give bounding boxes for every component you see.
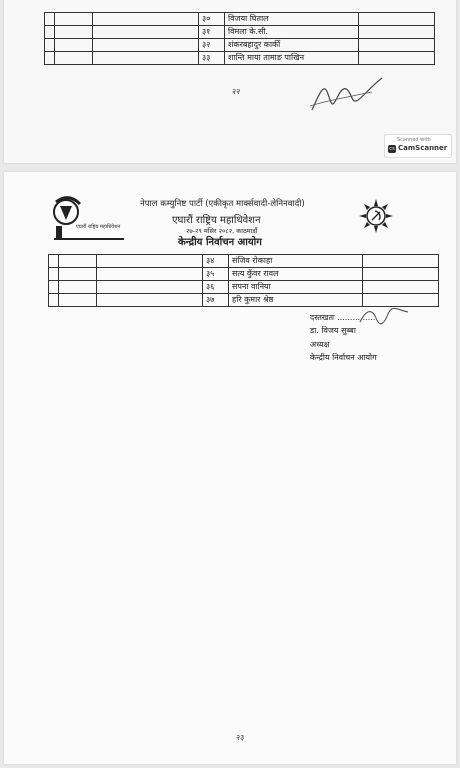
candidate-name: हरि कुमार श्रेष्ठ (229, 294, 363, 307)
camscanner-name: CamScanner (398, 144, 448, 152)
convention-dates: २७-२९ मंसिर २०८२, काठमाडौं (186, 227, 258, 235)
empty-cell (363, 281, 439, 294)
signer-name: डा. विजय सुब्बा (310, 326, 356, 335)
candidate-table-page-2 (48, 254, 439, 307)
candidate-table-page-1 (44, 12, 435, 65)
empty-cell (97, 268, 203, 281)
row-number: ३४ (203, 255, 229, 268)
signer-body: केन्द्रीय निर्वाचन आयोग (310, 353, 377, 362)
empty-cell (55, 26, 93, 39)
logo-caption: एघारौं राष्ट्रिय महाधिवेशन (76, 224, 121, 230)
signature-label: दस्तखतः ............... (310, 313, 376, 322)
empty-cell (359, 26, 435, 39)
empty-cell (97, 294, 203, 307)
empty-cell (45, 52, 55, 65)
table-row (45, 26, 435, 39)
party-name: नेपाल कम्युनिष्ट पार्टी (एकीकृत मार्क्सवादी-लेनिनवादी) (140, 199, 305, 209)
row-number: ३७ (203, 294, 229, 307)
empty-cell (59, 268, 97, 281)
signature-mark (354, 304, 414, 328)
candidate-name: संजिव रोकाहा (229, 255, 363, 268)
empty-cell (55, 52, 93, 65)
candidate-name: सत्य कुँवर रावल (229, 268, 363, 281)
empty-cell (49, 268, 59, 281)
empty-cell (97, 281, 203, 294)
table-row (49, 281, 439, 294)
empty-cell (359, 13, 435, 26)
table-row (45, 13, 435, 26)
document-page-2 (4, 172, 456, 764)
empty-cell (45, 13, 55, 26)
empty-cell (93, 13, 199, 26)
table-row (49, 255, 439, 268)
scanned-with-text: Scanned with (397, 137, 431, 143)
empty-cell (359, 39, 435, 52)
empty-cell (49, 281, 59, 294)
signer-role: अध्यक्ष (310, 340, 330, 349)
row-number: ३१ (199, 26, 225, 39)
empty-cell (93, 52, 199, 65)
party-emblem-right (358, 198, 394, 234)
row-number: ३६ (203, 281, 229, 294)
candidate-name: विजया घिताल (225, 13, 359, 26)
empty-cell (45, 26, 55, 39)
table-row (45, 52, 435, 65)
signature-scribble (302, 72, 392, 114)
empty-cell (45, 39, 55, 52)
convention-title: एघारौं राष्ट्रिय महाधिवेशन (172, 215, 261, 226)
row-number: ३० (199, 13, 225, 26)
empty-cell (363, 268, 439, 281)
empty-cell (93, 26, 199, 39)
candidate-name: विमला के.सी. (225, 26, 359, 39)
empty-cell (59, 294, 97, 307)
commission-title: केन्द्रीय निर्वाचन आयोग (178, 237, 262, 248)
document-page-1 (4, 0, 456, 163)
row-number: ३३ (199, 52, 225, 65)
empty-cell (49, 255, 59, 268)
row-number: ३५ (203, 268, 229, 281)
candidate-name: शान्ति माया तामाङ पाखिन (225, 52, 359, 65)
page-number: २२ (232, 87, 241, 96)
empty-cell (55, 13, 93, 26)
empty-cell (59, 255, 97, 268)
table-row (49, 268, 439, 281)
table-row (45, 39, 435, 52)
candidate-name: शंकरबहादुर कार्की (225, 39, 359, 52)
empty-cell (359, 52, 435, 65)
camscanner-badge (384, 134, 452, 158)
camscanner-logo-icon: cs (388, 146, 396, 152)
empty-cell (97, 255, 203, 268)
empty-cell (59, 281, 97, 294)
row-number: ३२ (199, 39, 225, 52)
empty-cell (93, 39, 199, 52)
candidate-name: सपना वानिया (229, 281, 363, 294)
convention-logo-left (50, 194, 140, 244)
empty-cell (363, 255, 439, 268)
empty-cell (49, 294, 59, 307)
empty-cell (55, 39, 93, 52)
page-number: २३ (236, 733, 245, 742)
